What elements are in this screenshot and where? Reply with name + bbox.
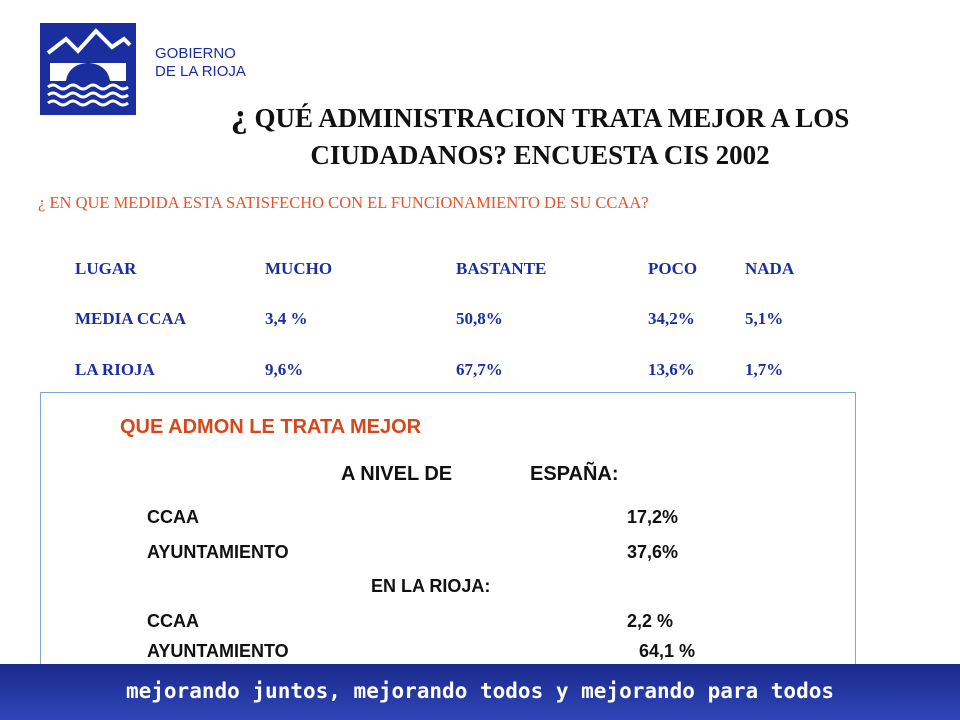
title-line1 [160,98,920,137]
col-header-lugar: LUGAR [75,259,137,278]
espana-ayuntamiento-label: AYUNTAMIENTO [147,542,289,562]
org-name-line1: GOBIERNO [155,45,236,62]
table-cell: LA RIOJA [75,360,155,379]
espana-ayuntamiento-value: 37,6% [627,542,679,562]
rioja-ayuntamiento-label: AYUNTAMIENTO [147,641,289,661]
footer-slogan: mejorando juntos, mejorando todos y mejorando para todos [125,679,834,703]
org-name [155,45,246,81]
nivel-label: A NIVEL DE [341,463,453,485]
col-header-mucho: MUCHO [265,259,333,278]
col-header-bastante: BASTANTE [456,259,547,278]
table-cell: 13,6% [648,360,695,379]
rioja-ayuntamiento-value: 64,1 % [639,641,696,661]
rioja-ccaa-label: CCAA [147,611,199,631]
footer-banner [0,664,960,720]
title-question-mark: ¿ [230,98,248,135]
espana-ccaa-label: CCAA [147,507,199,527]
title-line1-text: QUÉ ADMINISTRACION TRATA MEJOR A LOS [254,103,850,133]
table-cell: 3,4 % [265,309,308,328]
title-line2: CIUDADANOS? ENCUESTA CIS 2002 [310,140,770,170]
table-cell: 1,7% [745,360,784,379]
box-heading: QUE ADMON LE TRATA MEJOR [120,416,422,438]
org-name-line2: DE LA RIOJA [155,63,246,80]
table-cell: 9,6% [265,360,304,379]
col-header-nada: NADA [745,259,795,278]
rioja-label: EN LA RIOJA: [371,576,491,596]
page-title [160,98,920,174]
espana-ccaa-value: 17,2% [627,507,679,527]
espana-label: ESPAÑA: [530,463,619,485]
table-cell: 34,2% [648,309,695,328]
table-cell: MEDIA CCAA [75,309,186,328]
table-cell: 5,1% [745,309,784,328]
table-cell: 50,8% [456,309,503,328]
rioja-ccaa-value: 2,2 % [627,611,674,631]
admin-preference-box [40,392,856,665]
survey-question: ¿ EN QUE MEDIDA ESTA SATISFECHO CON EL FUNCIONAMIENTO DE SU CCAA? [38,193,649,212]
table-cell: 67,7% [456,360,503,379]
col-header-poco: POCO [648,259,698,278]
gobierno-de-la-rioja-logo-icon [40,23,136,115]
